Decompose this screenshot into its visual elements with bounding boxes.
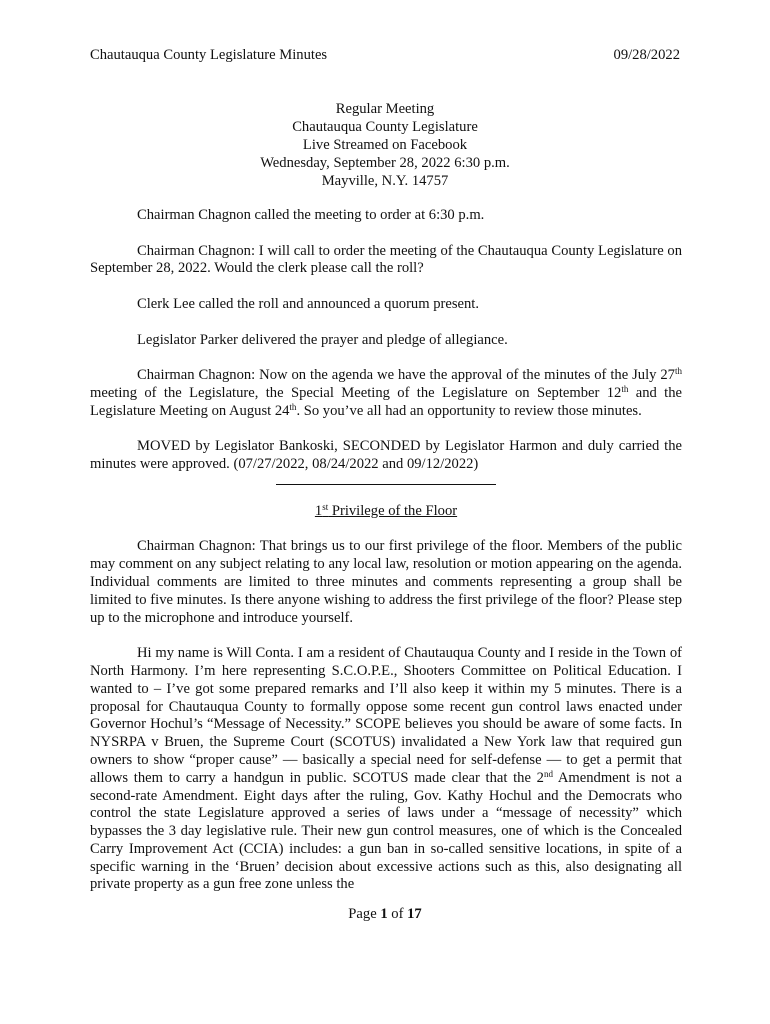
meeting-title-block xyxy=(0,100,770,190)
divider-line xyxy=(276,484,496,485)
page-total: 17 xyxy=(407,906,422,922)
superscript: th xyxy=(289,401,297,412)
header-date: 09/28/2022 xyxy=(613,47,680,63)
title-line: Live Streamed on Facebook xyxy=(302,137,468,153)
paragraph: Chairman Chagnon: I will call to order the meeting of the Chautauqua County Legislature on September 28, 2022. Would the clerk please call the roll? xyxy=(90,242,682,277)
title-line: Regular Meeting xyxy=(335,101,435,117)
paragraph: Chairman Chagnon called the meeting to order at 6:30 p.m. xyxy=(137,207,485,223)
page-header xyxy=(90,47,680,67)
superscript: th xyxy=(674,366,682,377)
footer-of: of xyxy=(387,906,408,922)
paragraph: Legislator Parker delivered the prayer and pledge of allegiance. xyxy=(137,331,508,348)
minutes-body xyxy=(90,207,682,912)
title-line: Chautauqua County Legislature xyxy=(292,119,478,135)
title-line: Mayville, N.Y. 14757 xyxy=(321,173,449,189)
footer-prefix: Page xyxy=(348,906,381,922)
text-run: . So you’ve all had an opportunity to review those minutes. xyxy=(296,402,642,419)
paragraph xyxy=(90,645,682,894)
header-title: Chautauqua County Legislature Minutes xyxy=(90,47,328,63)
paragraph: MOVED by Legislator Bankoski, SECONDED by Legislator Harmon and duly carried the minutes were approved. (07/27/2022, 08/24/2022 and 09/12/2022) xyxy=(90,438,682,473)
superscript: st xyxy=(322,501,329,512)
section-number: 1 xyxy=(314,502,323,519)
section-heading xyxy=(90,503,682,521)
page-number: 1 xyxy=(380,906,388,922)
text-run: Hi my name is Will Conta. I am a resident of Chautauqua County and I reside in the Town of North Harmony. I’m here representing S.C.O.P.E., Shooters Committee on Political Education. I wanted to – I’ve got some prepared remarks and I’ll also keep it within my 5 minutes. There is a proposal for Chautauqua County to formally oppose some recent gun control laws enacted under Governor Hochul’s “Message of Necessity.” SCOPE believes you should be aware of some facts. In NYSRPA v Bruen, the Supreme Court (SCOTUS) invalidated a New York law that required gun owners to show “proper cause” — basically a special need for self-defense — to get a permit that allows them to carry a handgun in public. SCOTUS made clear that the 2 xyxy=(90,645,682,786)
title-line: Wednesday, September 28, 2022 6:30 p.m. xyxy=(260,155,510,171)
superscript: nd xyxy=(543,768,553,779)
text-run: meeting of the Legislature, the Special Meeting of the Legislature on September 12 xyxy=(90,384,622,401)
text-run: Chairman Chagnon: Now on the agenda we have the approval of the minutes of the July 27 xyxy=(137,367,675,384)
text-run: Amendment is not a second-rate Amendment. Eight days after the ruling, Gov. Kathy Hochul and the Democrats who control the state Legislature approved a series of laws under a “message of necessity” which bypasses the 3 day legislative rule. Their new gun control measures, one of which is the Concealed Carry Improvement Act (CCIA) includes: a gun ban in so-called sensitive locations, in spite of a specific warning in the ‘Bruen’ decision about excessive actions such as this, also designating all private property as a gun free zone unless the xyxy=(90,769,683,893)
paragraph: Chairman Chagnon: That brings us to our first privilege of the floor. Members of the public may comment on any subject relating to any local law, resolution or motion appearing on the agenda. Individual comments are limited to three minutes and comments representing a group shall be limited to five minutes. Is there anyone wishing to address the first privilege of the floor? Please step up to the microphone and introduce yourself. xyxy=(90,538,682,626)
superscript: th xyxy=(621,383,629,394)
page-footer xyxy=(0,906,770,923)
paragraph: Clerk Lee called the roll and announced a quorum present. xyxy=(137,295,480,312)
text-run: and the Legislature Meeting on August 24 xyxy=(90,384,682,419)
section-title: Privilege of the Floor xyxy=(328,502,458,519)
paragraph xyxy=(90,367,682,420)
